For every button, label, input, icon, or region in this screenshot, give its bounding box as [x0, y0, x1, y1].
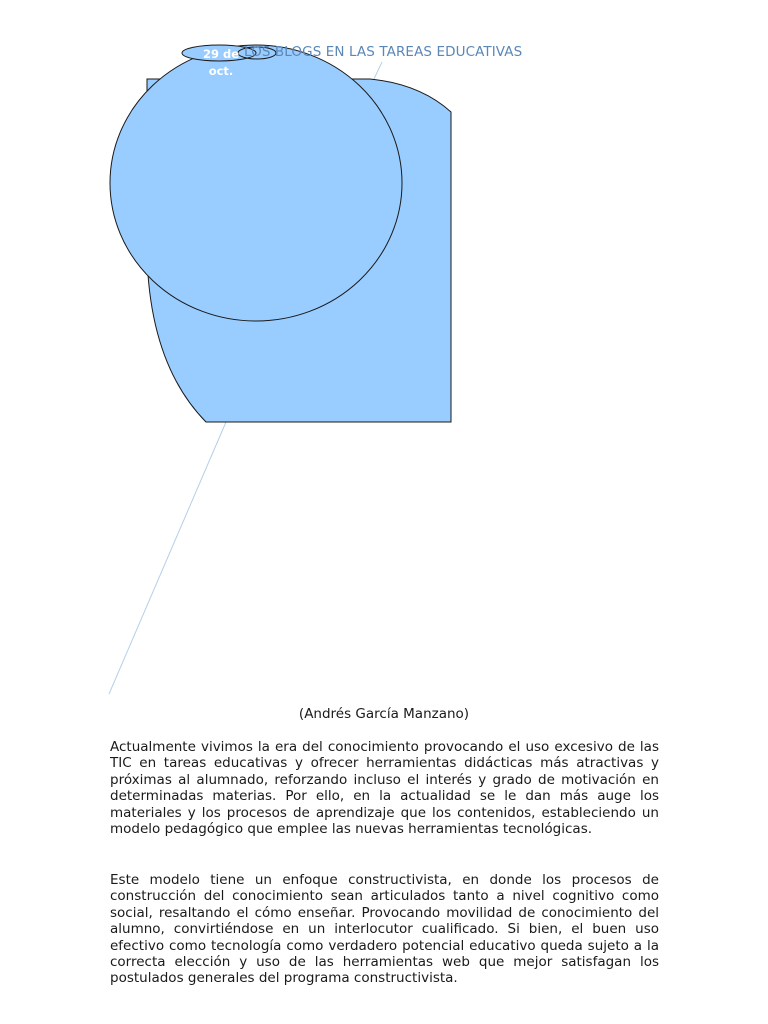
date-badge-month: oct.: [208, 64, 234, 78]
date-badge: [193, 46, 249, 80]
paragraph-model: Este modelo tiene un enfoque constructivista, en donde los procesos de construcción del conocimiento sean articulados tanto a nivel cognitivo como social, resaltando el cómo enseñar. Provocando movilidad de conocimiento del alumno, convirtiéndose en un interlocutor cualificado. Si bien, el buen uso efectivo como tecnología como verdadero potencial educativo queda sujeto a la correcta elección y uso de las herramientas web que mejor satisfagan los postulados generales del programa constructivista.: [110, 872, 659, 987]
page-title: LOS BLOGS EN LAS TAREAS EDUCATIVAS: [244, 44, 523, 60]
paragraph-intro: Actualmente vivimos la era del conocimiento provocando el uso excesivo de las TIC en tareas educativas y ofrecer herramientas didácticas más atractivas y próximas al alumnado, reforzando incluso el interés y grado de motivación en determinadas materias. Por ello, en la actualidad se le dan más auge los materiales y los procesos de aprendizaje que los contenidos, estableciendo un modelo pedagógico que emplee las nuevas herramientas tecnológicas.: [110, 739, 659, 838]
connector-line-long: [109, 422, 226, 694]
author-line: (Andrés García Manzano): [298, 706, 470, 722]
date-badge-day: 29 de: [202, 47, 240, 61]
connector-line-short: [374, 62, 382, 79]
large-circle-shape: [110, 45, 402, 321]
